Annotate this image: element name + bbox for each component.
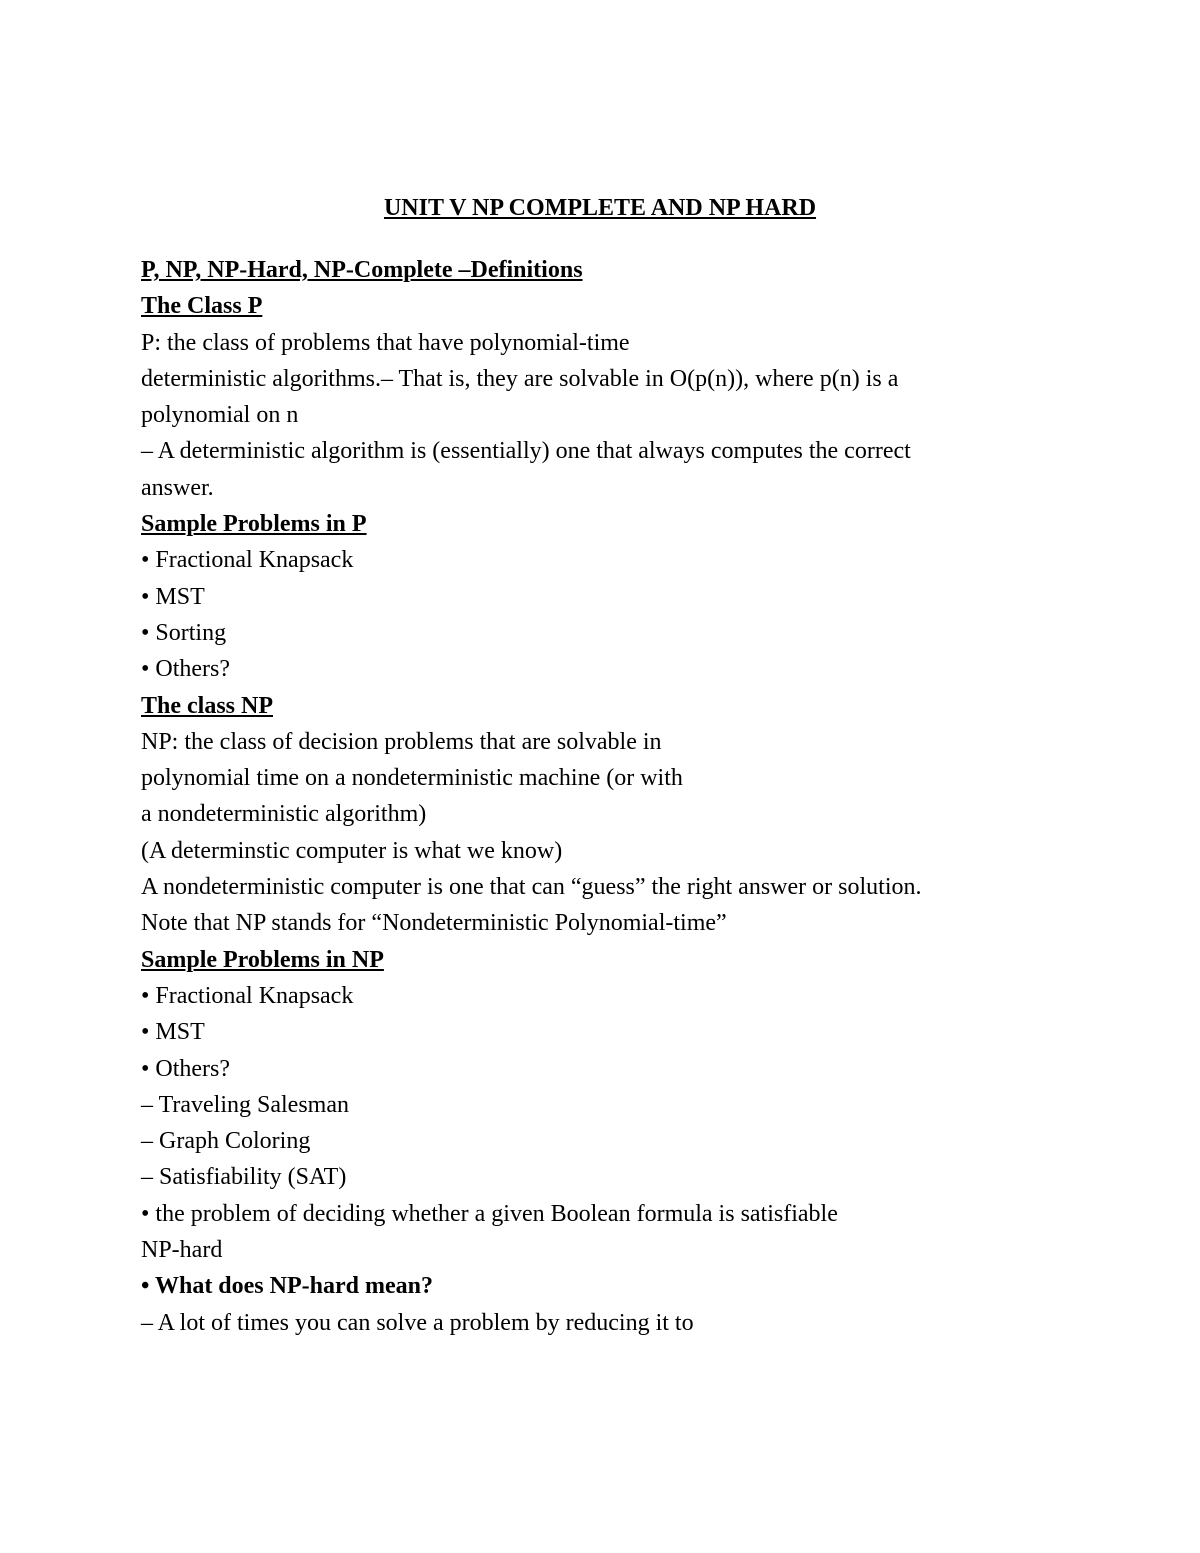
list-item: • the problem of deciding whether a given Boolean formula is satisfiable bbox=[141, 1200, 838, 1227]
list-item: – Graph Coloring bbox=[141, 1128, 311, 1155]
list-item: • Others? bbox=[141, 656, 231, 683]
text-line: answer. bbox=[141, 474, 214, 501]
text-line: A nondeterministic computer is one that can “guess” the right answer or solution. bbox=[141, 874, 922, 901]
document-body bbox=[141, 252, 1121, 1341]
text-line: Note that NP stands for “Nondeterministic Polynomial-time” bbox=[141, 910, 727, 937]
list-item: – Satisfiability (SAT) bbox=[141, 1164, 347, 1191]
list-item: • Fractional Knapsack bbox=[141, 982, 354, 1009]
list-item: • MST bbox=[141, 1019, 205, 1046]
section-heading-sample-p: Sample Problems in P bbox=[141, 511, 367, 538]
list-item: • MST bbox=[141, 583, 205, 610]
list-item: • Sorting bbox=[141, 619, 227, 646]
text-line: a nondeterministic algorithm) bbox=[141, 801, 427, 828]
text-line: deterministic algorithms.– That is, they are solvable in O(p(n)), where p(n) is a bbox=[141, 365, 899, 392]
section-heading-definitions: P, NP, NP-Hard, NP-Complete –Definitions bbox=[141, 257, 583, 283]
text-line: polynomial on n bbox=[141, 402, 299, 429]
text-line: P: the class of problems that have polynomial-time bbox=[141, 329, 630, 356]
list-item: • Others? bbox=[141, 1055, 231, 1082]
text-line: (A determinstic computer is what we know) bbox=[141, 837, 563, 864]
document-title: UNIT V NP COMPLETE AND NP HARD bbox=[383, 195, 817, 221]
text-line: NP-hard bbox=[141, 1237, 223, 1264]
text-line: NP: the class of decision problems that are solvable in bbox=[141, 728, 662, 755]
text-line: polynomial time on a nondeterministic machine (or with bbox=[141, 765, 683, 792]
list-item: • Fractional Knapsack bbox=[141, 547, 354, 574]
list-item-bold: • What does NP-hard mean? bbox=[141, 1273, 433, 1300]
section-heading-class-p: The Class P bbox=[141, 293, 263, 320]
text-line: – A lot of times you can solve a problem by reducing it to bbox=[141, 1309, 694, 1336]
text-line: – A deterministic algorithm is (essentially) one that always computes the correct bbox=[141, 438, 911, 465]
section-heading-class-np: The class NP bbox=[141, 692, 273, 719]
section-heading-sample-np: Sample Problems in NP bbox=[141, 946, 384, 973]
list-item: – Traveling Salesman bbox=[141, 1091, 349, 1118]
